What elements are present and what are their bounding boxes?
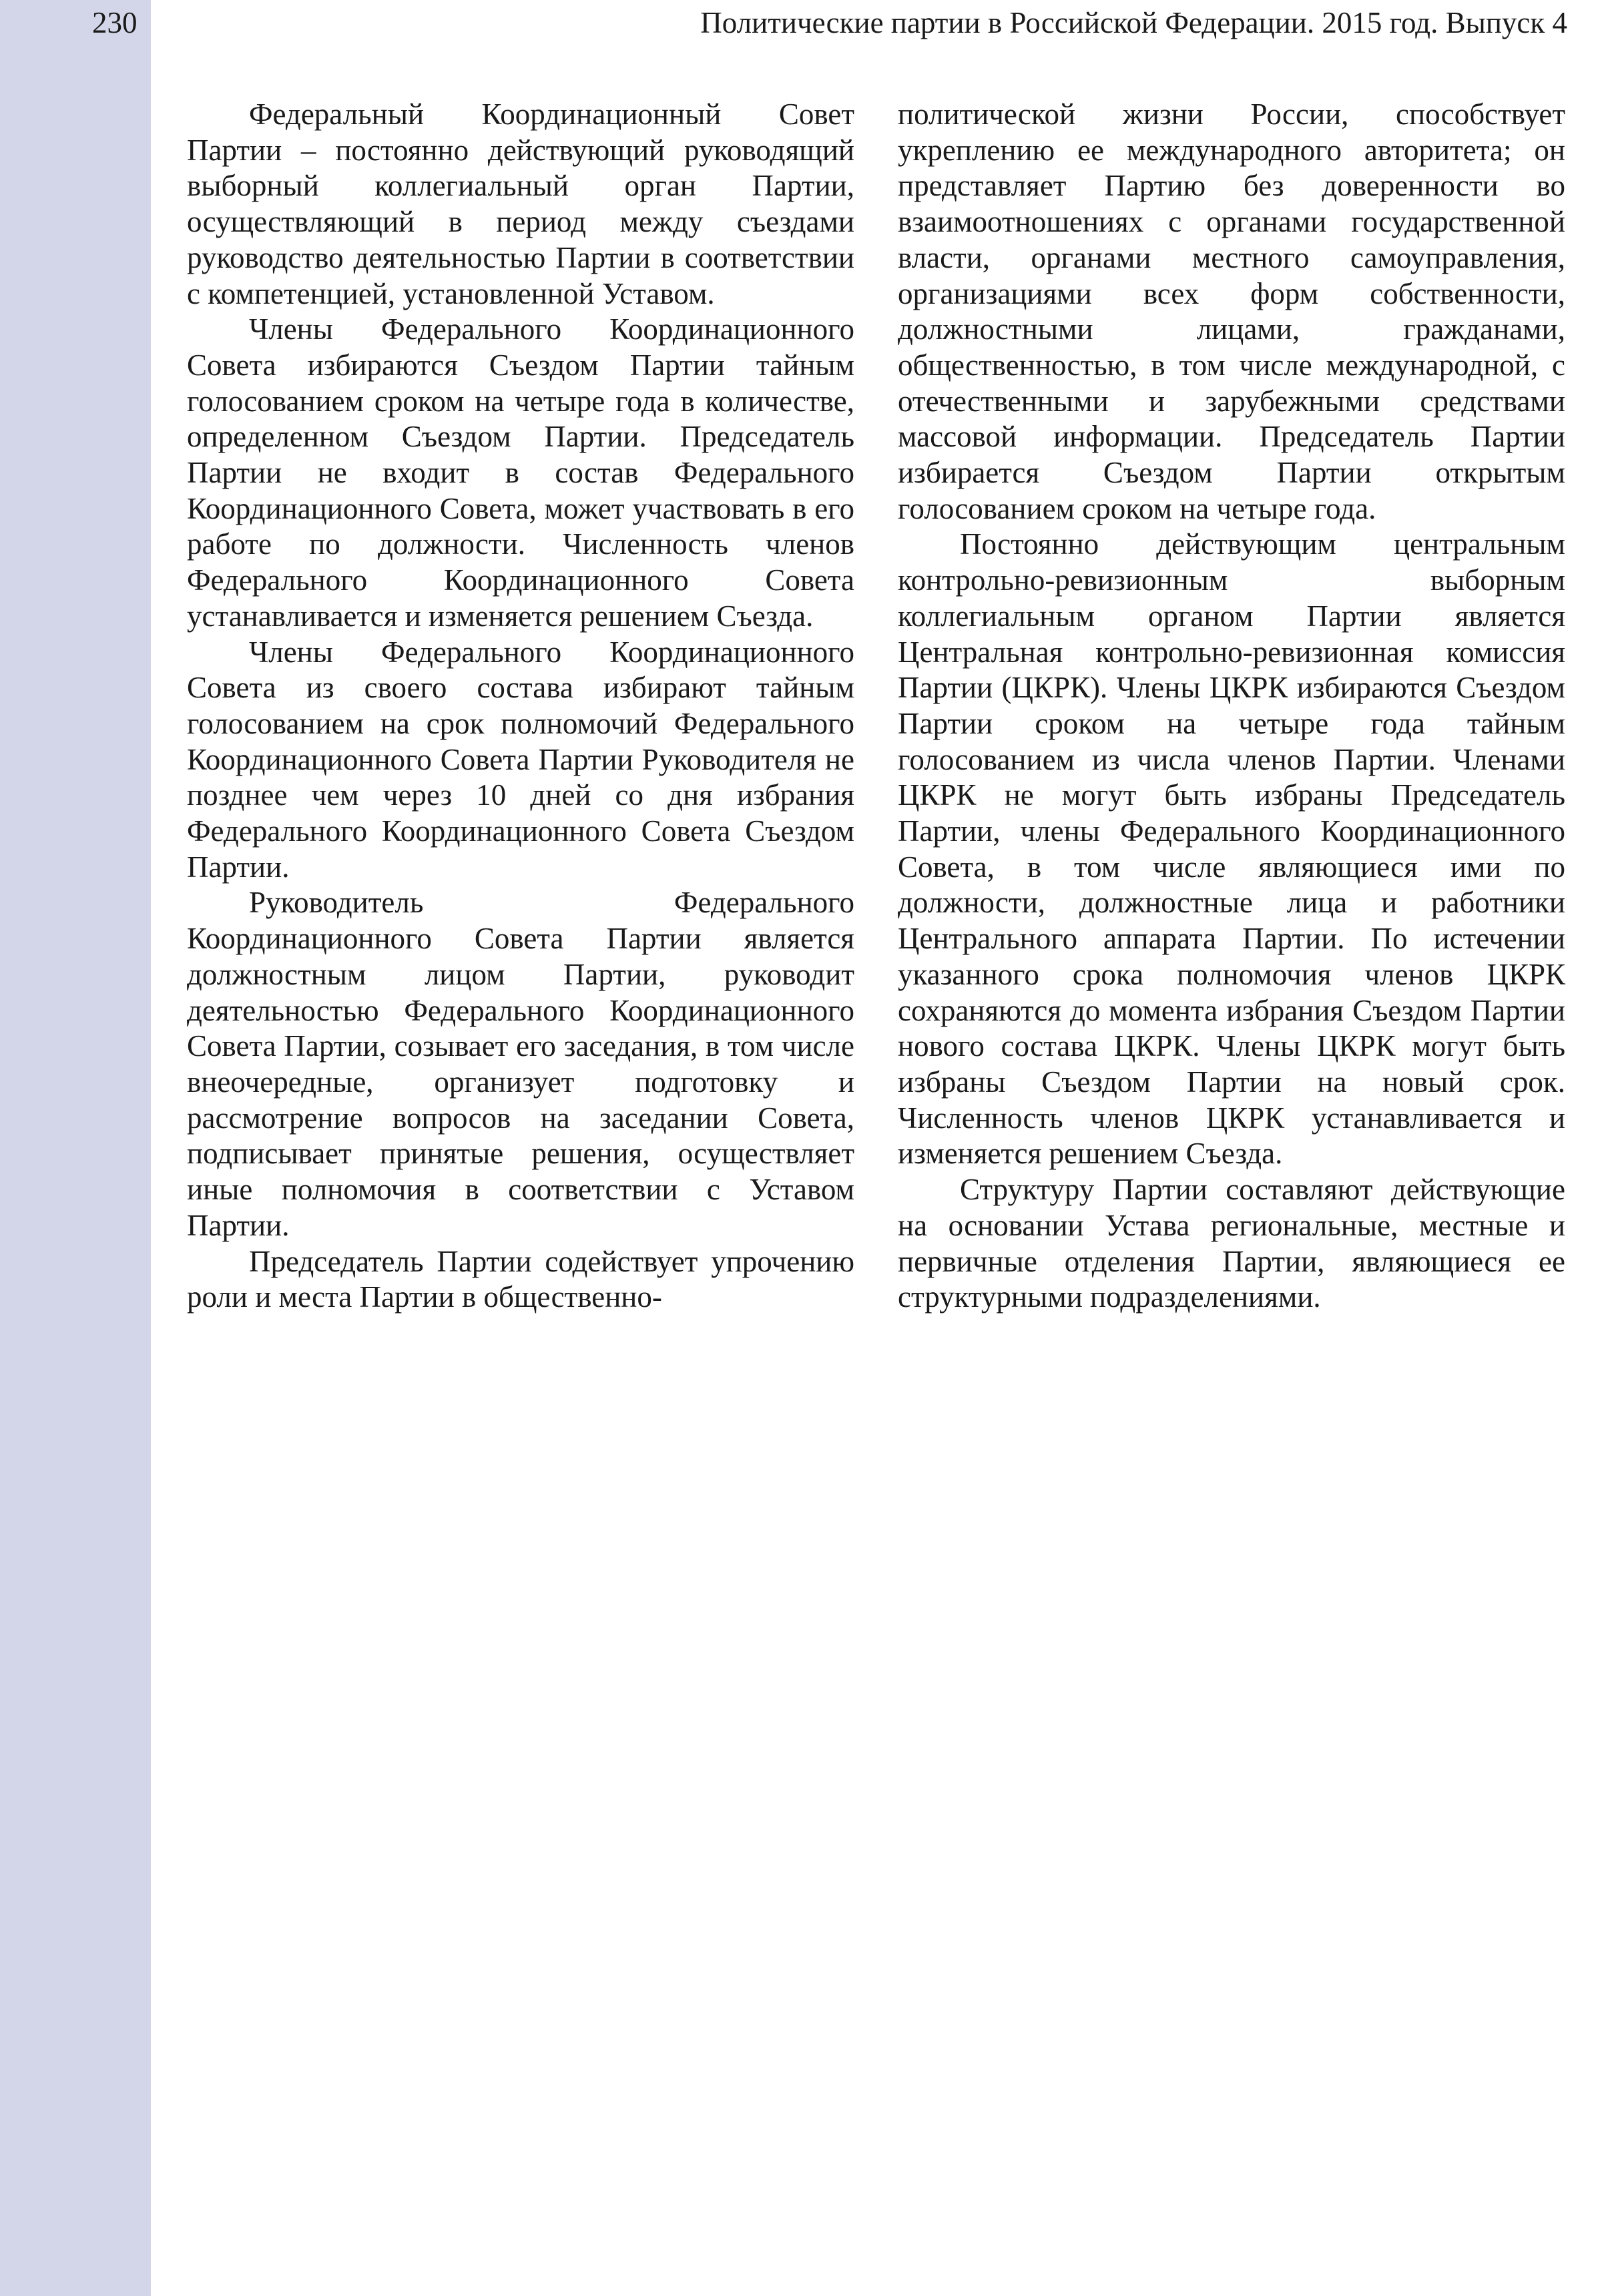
paragraph: Структуру Партии составляют действующие на основании Устава региональные, местные и первичные отделения Партии, являющиеся ее структурными подразделениями. <box>898 1173 1565 1314</box>
paragraph: Члены Федерального Координационного Совета избираются Съездом Партии тайным голосованием сроком на четыре года в количестве, определенном Съездом Партии. Председатель Партии не входит в состав Федерального Координационного Совета, может участвовать в его работе по должности. Численность членов Федерального Координационного Совета устанавливается и изменяется решением Съезда. <box>187 312 854 633</box>
paragraph: Председатель Партии содействует упрочению роли и места Партии в общественно- <box>187 1244 854 1314</box>
page-number: 230 <box>92 6 138 39</box>
running-title: Политические партии в Российской Федерации. 2015 год. Выпуск 4 <box>700 6 1567 39</box>
paragraph: Федеральный Координационный Совет Партии – постоянно действующий руководящий выборный коллегиальный орган Партии, осуществляющий в период между съездами руководство деятельностью Партии в соответствии с компетенцией, установленной Уставом. <box>187 97 854 310</box>
side-margin-stripe <box>0 0 151 2296</box>
left-text-column <box>187 97 854 1316</box>
paragraph: Постоянно действующим центральным контрольно-ревизионным выборным коллегиальным органом Партии является Центральная контрольно-ревизионная комиссия Партии (ЦКРК). Члены ЦКРК избираются Съездом Партии сроком на четыре года тайным голосованием из числа членов Партии. Членами ЦКРК не могут быть избраны Председатель Партии, члены Федерального Координационного Совета, в том числе являющиеся ими по должности, должностные лица и работники Центрального аппарата Партии. По истечении указанного срока полномочия членов ЦКРК сохраняются до момента избрания Съездом Партии нового состава ЦКРК. Члены ЦКРК могут быть избраны Съездом Партии на новый срок. Численность членов ЦКРК устанавливается и изменяется решением Съезда. <box>898 527 1565 1171</box>
paragraph: Руководитель Федерального Координационного Совета Партии является должностным лицом Партии, руководит деятельностью Федерального Координационного Совета Партии, созывает его заседания, в том числе внеочередные, организует подготовку и рассмотрение вопросов на заседании Совета, подписывает принятые решения, осуществляет иные полномочия в соответствии с Уставом Партии. <box>187 886 854 1242</box>
page-header <box>0 0 1602 47</box>
right-text-column <box>898 97 1565 1316</box>
paragraph: Члены Федерального Координационного Совета из своего состава избирают тайным голосованием на срок полномочий Федерального Координационного Совета Партии Руководителя не позднее чем через 10 дней со дня избрания Федерального Координационного Совета Съездом Партии. <box>187 635 854 884</box>
paragraph-continuation: политической жизни России, способствует укреплению ее международного авторитета; он представляет Партию без доверенности во взаимоотношениях с органами государственной власти, органами местного самоуправления, организациями всех форм собственности, должностными лицами, гражданами, общественностью, в том числе международной, с отечественными и зарубежными средствами массовой информации. Председатель Партии избирается Съездом Партии открытым голосованием сроком на четыре года. <box>898 97 1565 525</box>
